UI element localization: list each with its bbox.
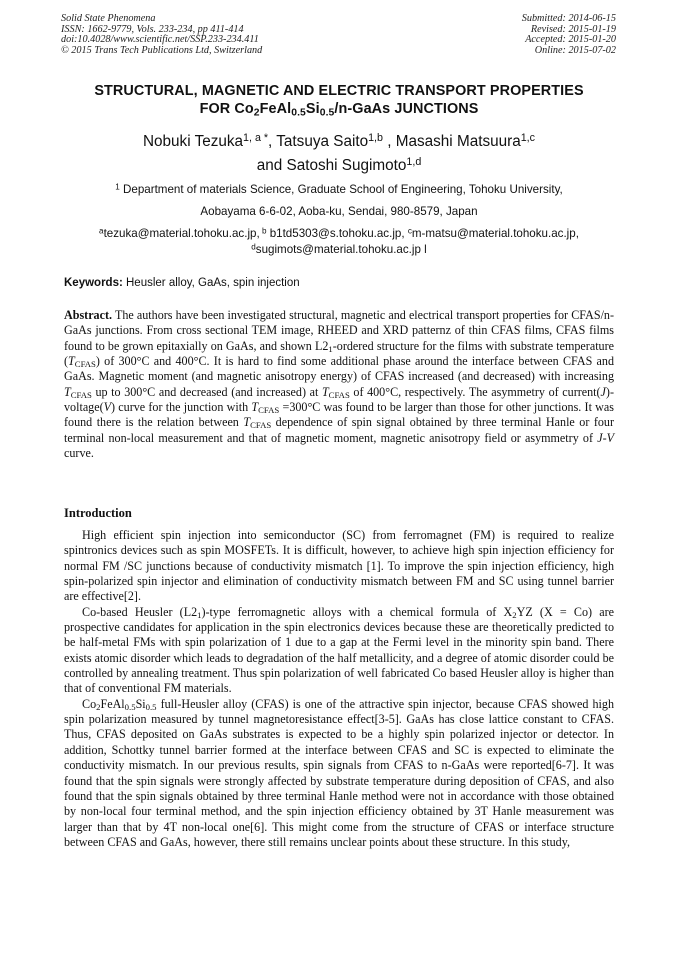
introduction-heading: Introduction [64, 506, 132, 520]
introduction-body [64, 528, 614, 850]
emails-line-2: $^d$sugimots@material.tohoku.ac.jp l [251, 242, 427, 256]
emails-line-1: $^a$tezuka@material.tohoku.ac.jp, $^b$ b1td5303@s.tohoku.ac.jp, $^c$m-matsu@material.tohoku.ac.jp, [99, 226, 579, 240]
accepted-date: Accepted: 2015-01-20 [525, 34, 616, 45]
title-line-1: STRUCTURAL, MAGNETIC AND ELECTRIC TRANSPORT PROPERTIES [94, 83, 584, 99]
keywords-text: Heusler alloy, GaAs, spin injection [122, 277, 300, 289]
email-a: tezuka@material.tohoku.ac.jp, [103, 227, 260, 240]
keywords [64, 276, 614, 290]
email-c: m-matsu@material.tohoku.ac.jp, [411, 227, 579, 240]
paper-title [40, 82, 638, 118]
keywords-label: Keywords: [64, 277, 123, 289]
journal-header-left [61, 14, 262, 56]
abstract-paragraph: Abstract. The authors have been investigated structural, magnetic and electrical transport properties for CFAS/n-GaAs junctions. From cross sectional TEM image, RHEED and XRD patternz of thin CFAS films, CFAS films found to be grown epitaxially on GaAs, and shown $L2_1$-ordered structure for the films with substrate temperature $(T_{CFAS})$ of 300°C and 400°C. It is hard to find some additional phase around the interface between CFAS and GaAs. Magnetic moment (and magnetic anisotropy energy) of CFAS increased (and decreased) with increasing $T_{CFAS}$ up to 300°C and decreased (and increased) at $T_{CFAS}$ of 400°C, respectively. The asymmetry of current(J)-voltage(V) curve for the junction with $T_{CFAS} =300^\circ C$ was found to be larger than those for other junctions. It was found there is the relation between $T_{CFAS}$ dependence of spin signal obtained by three terminal Hanle or four terminal non-local measurement and that of magnetic moment, magnetic anisotropy field or asymmetry of J-V curve. [64, 308, 614, 461]
author-saito: , Tatsuya Saito [268, 133, 369, 150]
revised-date: Revised: 2015-01-19 [530, 23, 616, 35]
doi-line: doi:10.4028/www.scientific.net/SSP.233-234.411 [61, 34, 259, 45]
journal-name: Solid State Phenomena [61, 13, 156, 24]
email-d: sugimots@material.tohoku.ac.jp l [255, 243, 427, 256]
author-list [40, 130, 638, 178]
email-b: b1td5303@s.tohoku.ac.jp, [266, 227, 405, 240]
author-matsuura: , Masashi Matsuura [383, 133, 521, 150]
author-emails [40, 226, 638, 258]
authors-line-1: Nobuki Tezuka$^{1, a *}$, Tatsuya Saito$^{1,b}$ , Masashi Matsuura$^{1,c}$ [142, 132, 536, 150]
journal-header-right [522, 14, 616, 56]
authors-line-2: and Satoshi Sugimoto$^{1,d}$ [256, 156, 422, 174]
author-tezuka: Nobuki Tezuka [142, 133, 244, 150]
title-line-2: FOR $Co_2FeAl_{0.5}Si_{0.5}/n$-GaAs JUNCTIONS [199, 101, 479, 119]
intro-paragraph-2: Co-based Heusler $(L2_1)$-type ferromagnetic alloys with a chemical formula of $X_2YZ$ (X = Co) are prospective candidates for application in the spin electronics devices because these are theoretically predicted to be half-metal FMs with spin polarization of 1 due to a gap at the Fermi level in the minority spin band. There exists atomic disorder which leads to degradation of the half metallicity, and a degree of atomic disorder could be controlled by annealing treatment. Thus spin polarization of well fabricated Co based Heusler alloy is higher than that of conventional FM materials. [64, 604, 614, 696]
abstract-label: Abstract. [64, 308, 113, 322]
online-date: Online: 2015-07-02 [534, 44, 616, 56]
intro-paragraph-3: $Co_2FeAl_{0.5}Si_{0.5}$ full-Heusler alloy (CFAS) is one of the attractive spin injector, because CFAS showed high spin polarization measured by tunnel magnetoresistance effect[3-5]. GaAs has close lattice constant to CFAS. Thus, CFAS deposited on GaAs substrates is expected to be a highly spin polarized injector or detector. In addition, Schottky tunnel barrier formed at the interface between CFAS and SC is expected to eliminate the conductivity mismatch. In our previous results, spin signals from CFAS to n-GaAs were reported[6-7]. It was found that the spin signals were strongly affected by substrate temperature during deposition of CFAS, and also found that the spin signals obtained by three terminal Hanle method were not in accordance with those obtained by non-local four terminal method, and the spin injection efficiency obtained by 3T Hanle measurement was larger than that by 4T non-local one[6]. This might come from the structure of CFAS or interface structure between CFAS and GaAs, however, there still remains unclear points about these structure. In this study, [64, 696, 614, 849]
intro-paragraph-1: High efficient spin injection into semiconductor (SC) from ferromagnet (FM) is required to realize spintronics devices such as spin MOSFETs. It is difficult, however, to achieve high spin injection efficiency for normal FM /SC junctions because of conductivity mismatch [1]. To improve the spin injection efficiency, high spin-polarized spin injector and elimination of conductivity mismatch between FM and SC using tunnel barrier are effective[2]. [64, 528, 614, 604]
abstract [64, 308, 614, 461]
affiliation-line-1: $^1$ Department of materials Science, Graduate School of Engineering, Tohoku University, [115, 182, 563, 196]
issn-line: ISSN: 1662-9779, Vols. 233-234, pp 411-414 [61, 23, 244, 35]
affiliation-line-2: Aobayama 6-6-02, Aoba-ku, Sendai, 980-8579, Japan [200, 205, 478, 218]
submitted-date: Submitted: 2014-06-15 [521, 13, 616, 24]
author-sugimoto: and Satoshi Sugimoto [256, 157, 407, 174]
affiliation [40, 179, 638, 223]
copyright-line: © 2015 Trans Tech Publications Ltd, Switzerland [61, 44, 263, 56]
